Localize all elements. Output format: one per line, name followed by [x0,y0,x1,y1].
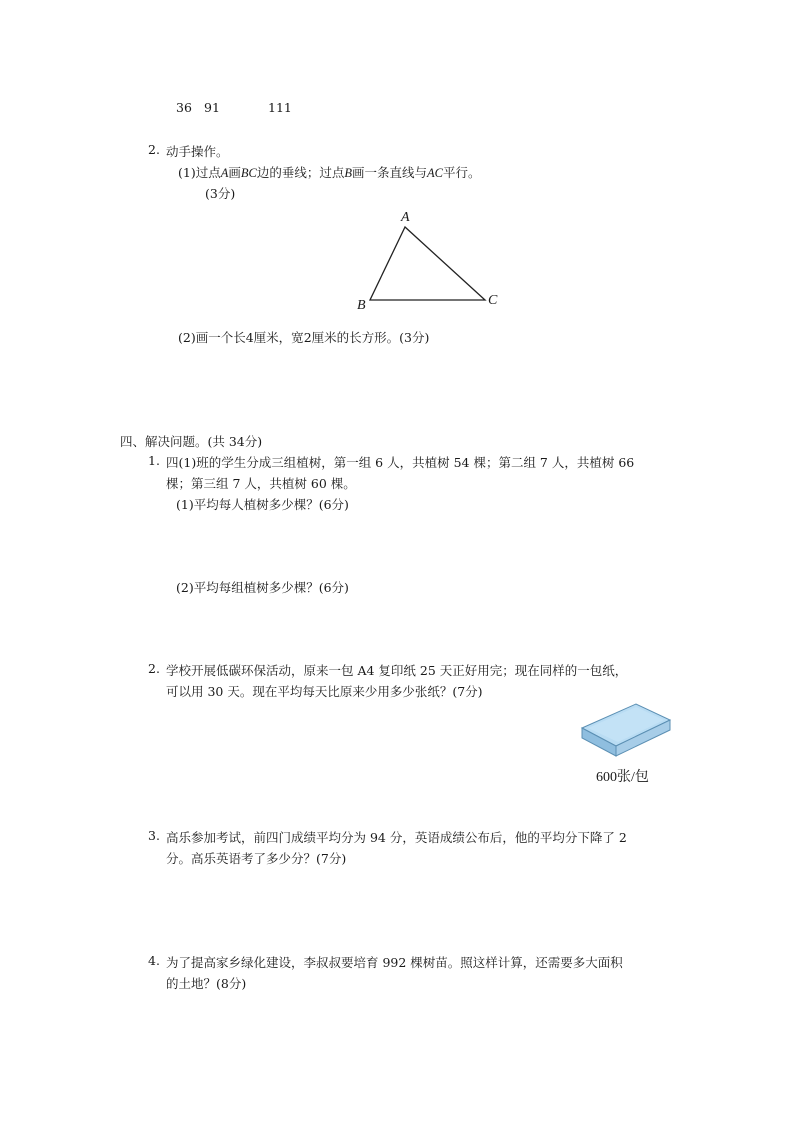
q2-part1-score: (3分) [205,186,236,201]
q2-part1-mid3: 画一条直线与 [352,165,428,180]
s4-q3-number: 3. [148,828,160,843]
q2-title: 动手操作。 [166,144,229,159]
q2-part2-pre: (2)画一个长 [178,330,246,345]
q2-part1-pre: (1)过点 [178,165,221,180]
paper-pack-image [578,700,674,762]
s4-q1-number: 1. [148,453,160,468]
s4-q1-line2: 棵；第三组 7 人，共植树 60 棵。 [166,476,356,491]
q2-part2-post: 厘米的长方形。(3分) [311,330,430,345]
triangle-vertex-a: A [401,210,410,225]
q2-part2-text [178,328,429,346]
s4-q4-line2: 的土地？(8分) [166,976,247,991]
s4-q4-number: 4. [148,953,160,968]
q2-part2-mid: 厘米，宽 [253,330,304,345]
top-number-36: 36 [176,100,192,115]
q2-part2-length: 4 [245,330,254,345]
q2-part2-width: 2 [303,330,312,345]
triangle-figure [350,205,510,315]
s4-q2-line2: 可以用 30 天。现在平均每天比原来少用多少张纸？(7分) [166,684,483,699]
s4-q3-line2: 分。高乐英语考了多少分？(7分) [166,851,347,866]
paper-pack-caption: 600张/包 [596,770,649,785]
q2-part1-text [178,163,481,181]
section4-title: 四、解决问题。(共 34分) [120,434,263,449]
top-number-111: 111 [268,100,292,115]
triangle-vertex-c: C [488,293,498,308]
point-a-label: A [220,166,229,180]
s4-q1-line1: 四(1)班的学生分成三组植树，第一组 6 人，共植树 54 棵；第二组 7 人，共植树 66 [166,455,635,470]
segment-ac-label: AC [427,166,444,180]
s4-q2-number: 2. [148,661,160,676]
s4-q2-line1: 学校开展低碳环保活动，原来一包 A4 复印纸 25 天正好用完；现在同样的一包纸， [166,663,628,678]
top-number-91: 91 [204,100,220,115]
q2-part1-post: 平行。 [443,165,481,180]
point-b-label: B [344,166,353,180]
triangle-vertex-b: B [357,298,366,313]
segment-bc-label: BC [240,166,257,180]
s4-q1-sub1: (1)平均每人植树多少棵？(6分) [176,497,349,512]
s4-q1-sub2: (2)平均每组植树多少棵？(6分) [176,580,349,595]
q2-part1-mid1: 画 [228,165,241,180]
s4-q3-line1: 高乐参加考试，前四门成绩平均分为 94 分，英语成绩公布后，他的平均分下降了 2 [166,830,627,845]
q2-part1-mid2: 边的垂线；过点 [256,165,345,180]
s4-q4-line1: 为了提高家乡绿化建设，李叔叔要培育 992 棵树苗。照这样计算，还需要多大面积 [166,955,623,970]
triangle-abc [370,227,485,300]
q2-number: 2. [148,142,160,157]
